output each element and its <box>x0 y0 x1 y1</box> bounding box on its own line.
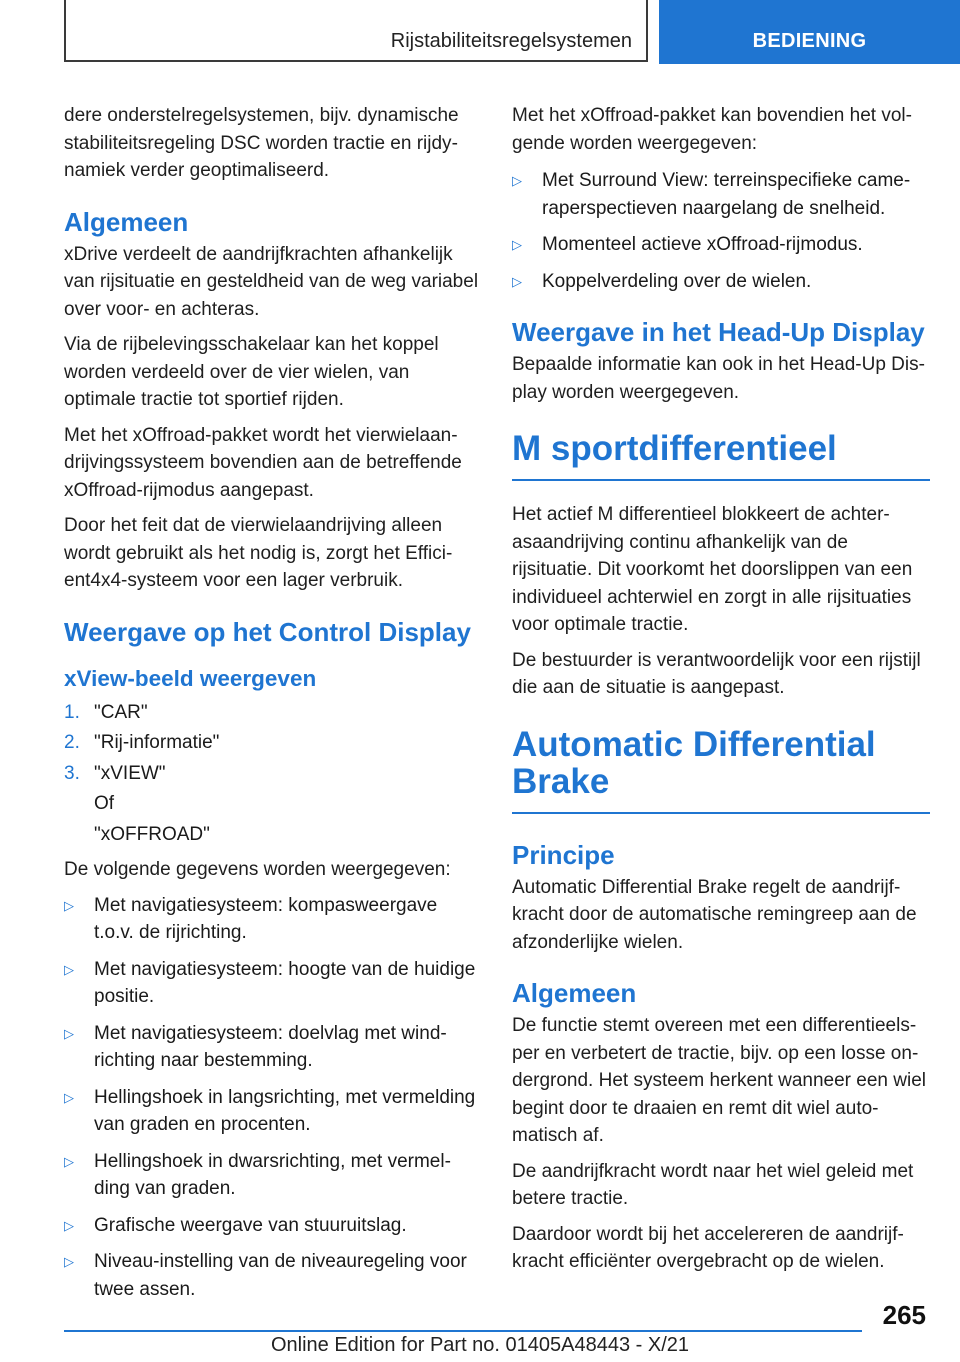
xoffroad-list <box>512 167 930 295</box>
heading-algemeen-right: Algemeen <box>512 978 637 1008</box>
followup-paragraph: De volgende gegevens worden weergegeven: <box>64 859 451 880</box>
triangle-bullet-icon: ▷ <box>64 961 74 977</box>
heading-xview: xView-beeld weergeven <box>64 665 317 691</box>
triangle-bullet-icon: ▷ <box>64 1089 74 1105</box>
footer-divider <box>64 1330 862 1332</box>
list-item: ▷ Hellingshoek in dwarsrichting, met vermelding van graden. <box>64 1148 480 1203</box>
hud-paragraph: Bepaalde informatie kan ook in het Head-Up Display worden weergegeven. <box>512 354 925 403</box>
triangle-bullet-icon: ▷ <box>64 1025 74 1041</box>
header-chapter-title: BEDIENING <box>752 30 867 52</box>
algemeen-paragraph-3: Met het xOffroad-pakket wordt het vierwielaandrijvingssysteem bovendien aan de betreffende xOffroad-rijmodus aangepast. <box>64 424 462 501</box>
list-item: ▷ Met navigatiesysteem: doelvlag met windrichting naar bestemming. <box>64 1020 480 1075</box>
algemeen-paragraph-4: Door het feit dat de vierwielaandrijving alleen wordt gebruikt als het nodig is, zorgt het Efficient4x4-systeem voor een lager verbruik. <box>64 515 453 591</box>
principe-paragraph: Automatic Differential Brake regelt de aandrijfkracht door de automatische remingreep aan de afzonderlijke wielen. <box>512 876 917 953</box>
algemeen-paragraph-1: xDrive verdeelt de aandrijfkrachten afhankelijk van rijsituatie en gesteldheid van de weg variabel over voor- en achteras. <box>64 243 479 320</box>
heading-principe: Principe <box>512 839 615 870</box>
step-item <box>64 699 480 727</box>
adb-algemeen-paragraph-1: De functie stemt overeen met een differentieelsper en verbetert de tractie, bijv. op een losse ondergrond. Het systeem herkent wanneer een wiel begint door te draaien en remt dit wiel automatisch af. <box>512 1015 927 1146</box>
header-chapter-tab <box>659 0 960 64</box>
heading-automatic-differential-brake: Automatic Differential Brake <box>512 726 930 814</box>
page-number: 265 <box>882 1300 926 1330</box>
adb-algemeen-paragraph-3: Daardoor wordt bij het accelereren de aandrijfkracht efficiënter overgebracht op de wielen. <box>512 1223 904 1272</box>
step-number: 3. <box>64 762 80 784</box>
steps-list <box>64 699 480 849</box>
list-item: ▷ Grafische weergave van stuuruitslag. <box>64 1212 480 1240</box>
triangle-bullet-icon: ▷ <box>512 237 522 252</box>
msport-paragraph-2: De bestuurder is verantwoordelijk voor een rijstijl die aan de situatie is aangepast. <box>512 649 921 698</box>
right-column <box>512 102 930 1284</box>
triangle-bullet-icon: ▷ <box>512 273 522 289</box>
triangle-bullet-icon: ▷ <box>512 173 522 188</box>
step-or: Of <box>94 793 115 814</box>
step-item <box>64 760 480 849</box>
left-column <box>64 102 480 1313</box>
left-intro-paragraph: dere onderstelregelsystemen, bijv. dynamische stabiliteitsregeling DSC worden tractie en rijdynamiek verder geoptimaliseerd. <box>64 105 459 181</box>
list-item: ▷ Met navigatiesysteem: kompasweergave t.o.v. de rijrichting. <box>64 892 480 947</box>
list-item: ▷ Met navigatiesysteem: hoogte van de huidige positie. <box>64 956 480 1011</box>
right-intro-paragraph: Met het xOffroad-pakket kan bovendien het volgende worden weergegeven: <box>512 105 912 154</box>
list-item: ▷ Momenteel actieve xOffroad-rijmodus. <box>512 231 930 259</box>
list-item: ▷ Hellingshoek in langsrichting, met vermelding van graden en procenten. <box>64 1084 480 1139</box>
step-number: 1. <box>64 701 80 723</box>
step-item <box>64 729 480 757</box>
heading-control-display: Weergave op het Control Display <box>64 616 471 647</box>
triangle-bullet-icon: ▷ <box>64 1254 74 1269</box>
list-item: ▷ Met Surround View: terreinspecifieke cameraperspectieven naargelang de snelheid. <box>512 167 930 222</box>
list-item: ▷ Koppelverdeling over de wielen. <box>512 268 930 296</box>
adb-algemeen-paragraph-2: De aandrijfkracht wordt naar het wiel geleid met betere tractie. <box>512 1160 914 1209</box>
msport-paragraph-1: Het actief M differentieel blokkeert de achterasaandrijving continu afhankelijk van de rijsituatie. Dit voorkomt het doorslippen van een individueel achterwiel en zorgt in alle rijsituaties voor optimale tractie. <box>512 504 913 635</box>
triangle-bullet-icon: ▷ <box>64 1217 74 1233</box>
heading-m-sportdifferentieel: M sportdifferentieel <box>512 430 930 481</box>
step-number: 2. <box>64 732 80 753</box>
list-item: ▷ Niveau-instelling van de niveauregeling voor twee assen. <box>64 1248 480 1303</box>
step-alt: "xOFFROAD" <box>94 823 210 845</box>
triangle-bullet-icon: ▷ <box>64 897 74 913</box>
algemeen-paragraph-2: Via de rijbelevingsschakelaar kan het koppel worden verdeeld over de vier wielen, van optimale tractie tot sportief rijden. <box>64 334 439 410</box>
step-text: "xVIEW" <box>94 762 166 784</box>
heading-algemeen: Algemeen <box>64 206 189 237</box>
header-section-title: Rijstabiliteitsregelsystemen <box>390 30 632 52</box>
footer-edition-text: Online Edition for Part no. 01405A48443 - X/21 <box>270 1334 690 1356</box>
heading-head-up-display: Weergave in het Head-Up Display <box>512 317 925 347</box>
display-data-list <box>64 892 480 1304</box>
step-text: "Rij-informatie" <box>94 732 220 753</box>
triangle-bullet-icon: ▷ <box>64 1153 74 1169</box>
header-section-box <box>64 0 648 62</box>
step-text: "CAR" <box>94 701 148 723</box>
